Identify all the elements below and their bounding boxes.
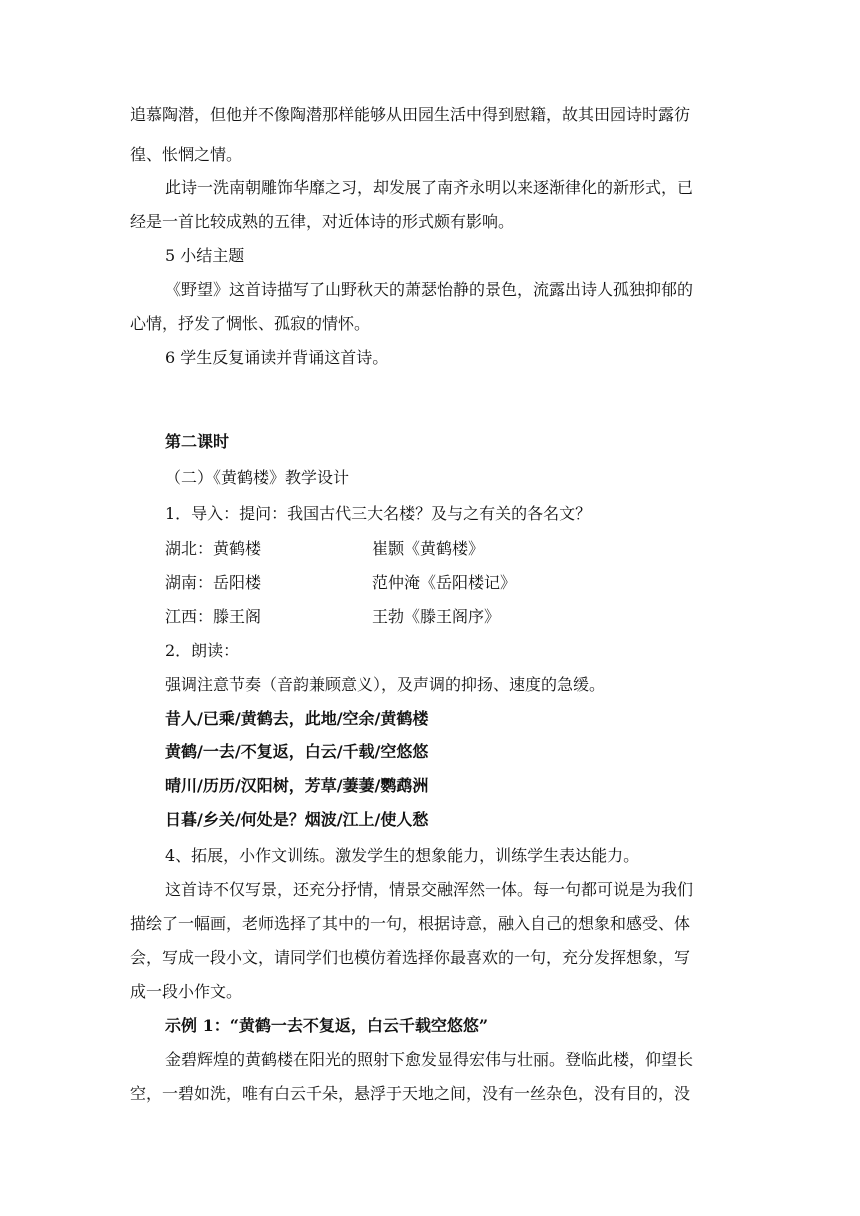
tower-place: 湖南：岳阳楼 (165, 573, 262, 592)
text-line: 《野望》这首诗描写了山野秋天的萧瑟怡静的景色，流露出诗人孤独抑郁的 (165, 280, 694, 299)
text-line: 描绘了一幅画，老师选择了其中的一句，根据诗意，融入自己的想象和感受、体 (130, 914, 691, 933)
tower-work: 王勃《滕王阁序》 (372, 607, 501, 626)
text-line: 这首诗不仅写景，还充分抒情，情景交融浑然一体。每一句都可说是为我们 (165, 880, 694, 899)
text-line: 成一段小作文。 (130, 982, 243, 1001)
read-note: 强调注意节奏（音韵兼顾意义），及声调的抑扬、速度的急缓。 (165, 675, 606, 694)
text-line: 金碧辉煌的黄鹤楼在阳光的照射下愈发显得宏伟与壮丽。登临此楼，仰望长 (165, 1050, 694, 1069)
poem-line: 日暮/乡关/何处是？烟波/江上/使人愁 (165, 810, 429, 829)
poem-line: 黄鹤/一去/不复返，白云/千载/空悠悠 (165, 742, 429, 761)
example-title: 示例 1：“黄鹤一去不复返，白云千载空悠悠” (165, 1016, 489, 1035)
text-line: 空，一碧如洗，唯有白云千朵，悬浮于天地之间，没有一丝杂色，没有目的，没 (130, 1084, 691, 1103)
intro-line: 1．导入：提问：我国古代三大名楼？及与之有关的各名文？ (165, 504, 592, 523)
tower-place: 湖北：黄鹤楼 (165, 539, 262, 558)
poem-line: 晴川/历历/汉阳树，芳草/萋萋/鹦鹉洲 (165, 776, 429, 795)
lesson-title: 第二课时 (165, 432, 230, 451)
extend-line: 4、拓展，小作文训练。激发学生的想象能力，训练学生表达能力。 (165, 846, 640, 865)
text-line: 徨、怅惘之情。 (130, 145, 243, 164)
lesson-subtitle: （二）《黄鹤楼》教学设计 (165, 468, 350, 487)
text-line: 心情，抒发了惆怅、孤寂的情怀。 (130, 314, 371, 333)
text-line: 追慕陶潜，但他并不像陶潜那样能够从田园生活中得到慰籍，故其田园诗时露彷 (130, 105, 691, 124)
section-heading: 5 小结主题 (165, 246, 245, 265)
poem-line: 昔人/已乘/黄鹤去，此地/空余/黄鹤楼 (165, 709, 429, 728)
text-line: 会，写成一段小文，请同学们也模仿着选择你最喜欢的一句，充分发挥想象，写 (130, 948, 691, 967)
tower-work: 崔颢《黄鹤楼》 (372, 539, 485, 558)
text-line: 经是一首比较成熟的五律，对近体诗的形式颇有影响。 (130, 212, 515, 231)
text-line: 6 学生反复诵读并背诵这首诗。 (165, 348, 389, 367)
tower-place: 江西：滕王阁 (165, 607, 262, 626)
read-title: 2．朗读： (165, 641, 240, 660)
tower-work: 范仲淹《岳阳楼记》 (372, 573, 517, 592)
text-line: 此诗一洗南朝雕饰华靡之习，却发展了南齐永明以来逐渐律化的新形式，已 (165, 178, 694, 197)
